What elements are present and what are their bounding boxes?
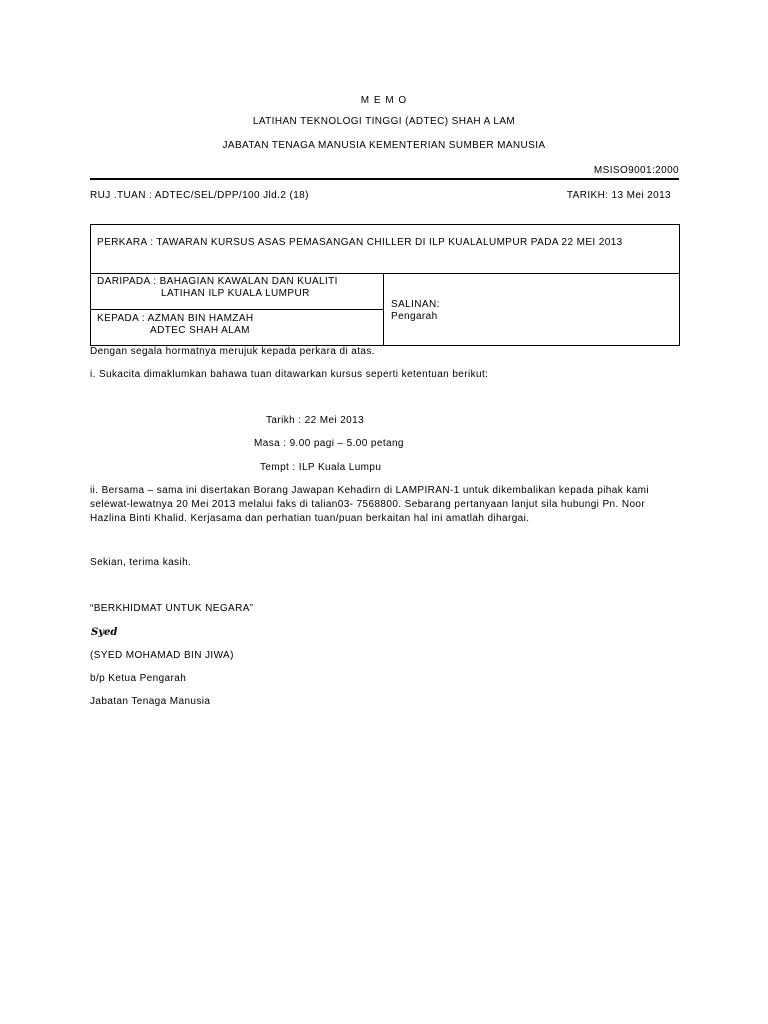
- detail-tarikh: Tarikh : 22 Mei 2013: [266, 415, 365, 426]
- kepada-line1: KEPADA : AZMAN BIN HAMZAH: [97, 313, 254, 324]
- kepada-line2: ADTEC SHAH ALAM: [150, 325, 250, 336]
- motto-text: “BERKHIDMAT UNTUK NEGARA”: [90, 603, 254, 614]
- signatory-name: (SYED MOHAMAD BIN JIWA): [90, 650, 234, 661]
- paragraph-i: i. Sukacita dimaklumkan bahawa tuan ditawarkan kursus seperti ketentuan berikut:: [90, 369, 489, 380]
- salinan-label: SALINAN:: [391, 299, 440, 310]
- salinan-value: Pengarah: [391, 311, 438, 322]
- closing-text: Sekian, terima kasih.: [90, 557, 192, 568]
- header-rule: [90, 178, 679, 180]
- detail-tempat: Tempt : ILP Kuala Lumpu: [260, 462, 382, 473]
- department-name: JABATAN TENAGA MANUSIA KEMENTERIAN SUMBER MANUSIA: [222, 140, 546, 151]
- paragraph-ii: ii. Bersama – sama ini disertakan Borang Jawapan Kehadirn di LAMPIRAN-1 untuk dikembalikan kepada pihak kami selewat-lewatnya 20 Mei 2013 melalui faks di talian03- 7568800. Sebarang pertanyaan lanjut sila hubungi Pn. Noor Hazlina Binti Khalid. Kerjasama dan perhatian tuan/puan berkaitan hal ini amatlah dihargai.: [90, 485, 650, 524]
- reference-number: RUJ .TUAN : ADTEC/SEL/DPP/100 Jld.2 (18): [90, 190, 309, 201]
- institution-name: LATIHAN TEKNOLOGI TINGGI (ADTEC) SHAH A LAM: [252, 116, 516, 127]
- signatory-department: Jabatan Tenaga Manusia: [90, 696, 211, 707]
- signatory-role: b/p Ketua Pengarah: [90, 673, 187, 684]
- table-divider-top: [90, 273, 680, 274]
- daripada-line1: DARIPADA : BAHAGIAN KAWALAN DAN KUALITI: [97, 276, 338, 287]
- iso-code: MSISO9001:2000: [593, 165, 679, 176]
- daripada-line2: LATIHAN ILP KUALA LUMPUR: [161, 288, 310, 299]
- signature: Syed: [91, 627, 118, 638]
- greeting-text: Dengan segala hormatnya merujuk kepada perkara di atas.: [90, 346, 375, 357]
- memo-title: M E M O: [360, 95, 408, 106]
- perkara-text: PERKARA : TAWARAN KURSUS ASAS PEMASANGAN CHILLER DI ILP KUALALUMPUR PADA 22 MEI 2013: [97, 237, 623, 248]
- memo-date: TARIKH: 13 Mei 2013: [566, 190, 671, 201]
- detail-masa: Masa : 9.00 pagi – 5.00 petang: [254, 438, 404, 449]
- table-divider-vertical: [383, 273, 384, 346]
- table-divider-left: [90, 309, 383, 310]
